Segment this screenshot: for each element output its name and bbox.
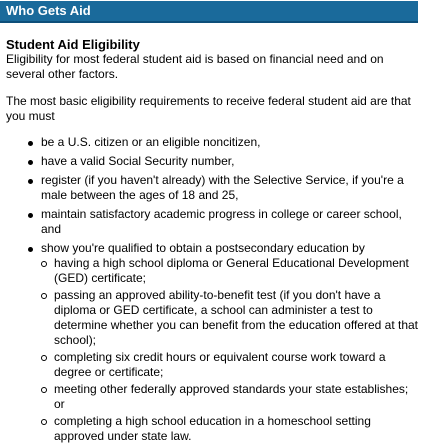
qualification-options-list: [41, 256, 418, 444]
hollow-bullet-icon: [41, 355, 47, 361]
qualification-option-text: having a high school diploma or General Educational Development (GED) certificate;: [54, 256, 409, 285]
bullet-icon: [28, 213, 33, 218]
list-item: [6, 154, 418, 169]
requirement-text: show you're qualified to obtain a postsecondary education by: [41, 241, 365, 255]
qualification-option-text: completing six credit hours or equivalent course work toward a degree or certificate;: [54, 350, 386, 379]
list-item: [6, 207, 418, 237]
hollow-bullet-icon: [41, 419, 47, 425]
bullet-icon: [28, 141, 33, 146]
bullet-icon: [28, 179, 33, 184]
hollow-bullet-icon: [41, 293, 47, 299]
requirement-text: have a valid Social Security number,: [41, 154, 235, 168]
requirement-text: maintain satisfactory academic progress in college or career school, and: [41, 207, 402, 236]
list-item: [41, 288, 418, 348]
section-header-title: Who Gets Aid: [6, 3, 91, 18]
list-item: [6, 173, 418, 203]
requirements-list: [6, 135, 418, 444]
list-item: [41, 350, 418, 380]
list-item: [41, 256, 418, 286]
requirements-intro-paragraph: The most basic eligibility requirements to receive federal student aid are that you must: [6, 94, 411, 123]
requirement-text: register (if you haven't already) with the Selective Service, if you're a male between the ages of 18 and 25,: [41, 173, 404, 202]
bullet-icon: [28, 247, 33, 252]
list-item: [41, 382, 418, 412]
hollow-bullet-icon: [41, 261, 47, 267]
bullet-icon: [28, 160, 33, 165]
list-item: [6, 135, 418, 150]
qualification-option-text: passing an approved ability-to-benefit test (if you don't have a diploma or GED certificate, a school can administer a test to determine whether you can benefit from the education offered at that school);: [54, 288, 419, 347]
qualification-option-text: completing a high school education in a homeschool setting approved under state law.: [54, 414, 371, 443]
requirement-text: be a U.S. citizen or an eligible noncitizen,: [41, 135, 261, 149]
hollow-bullet-icon: [41, 387, 47, 393]
list-item: [6, 241, 418, 444]
intro-paragraph: Eligibility for most federal student aid is based on financial need and on several other factors.: [6, 52, 384, 81]
main-content: [6, 37, 418, 448]
section-header-bar: [0, 1, 418, 23]
section-heading: Student Aid Eligibility: [6, 37, 140, 52]
qualification-option-text: meeting other federally approved standards your state establishes; or: [54, 382, 409, 411]
